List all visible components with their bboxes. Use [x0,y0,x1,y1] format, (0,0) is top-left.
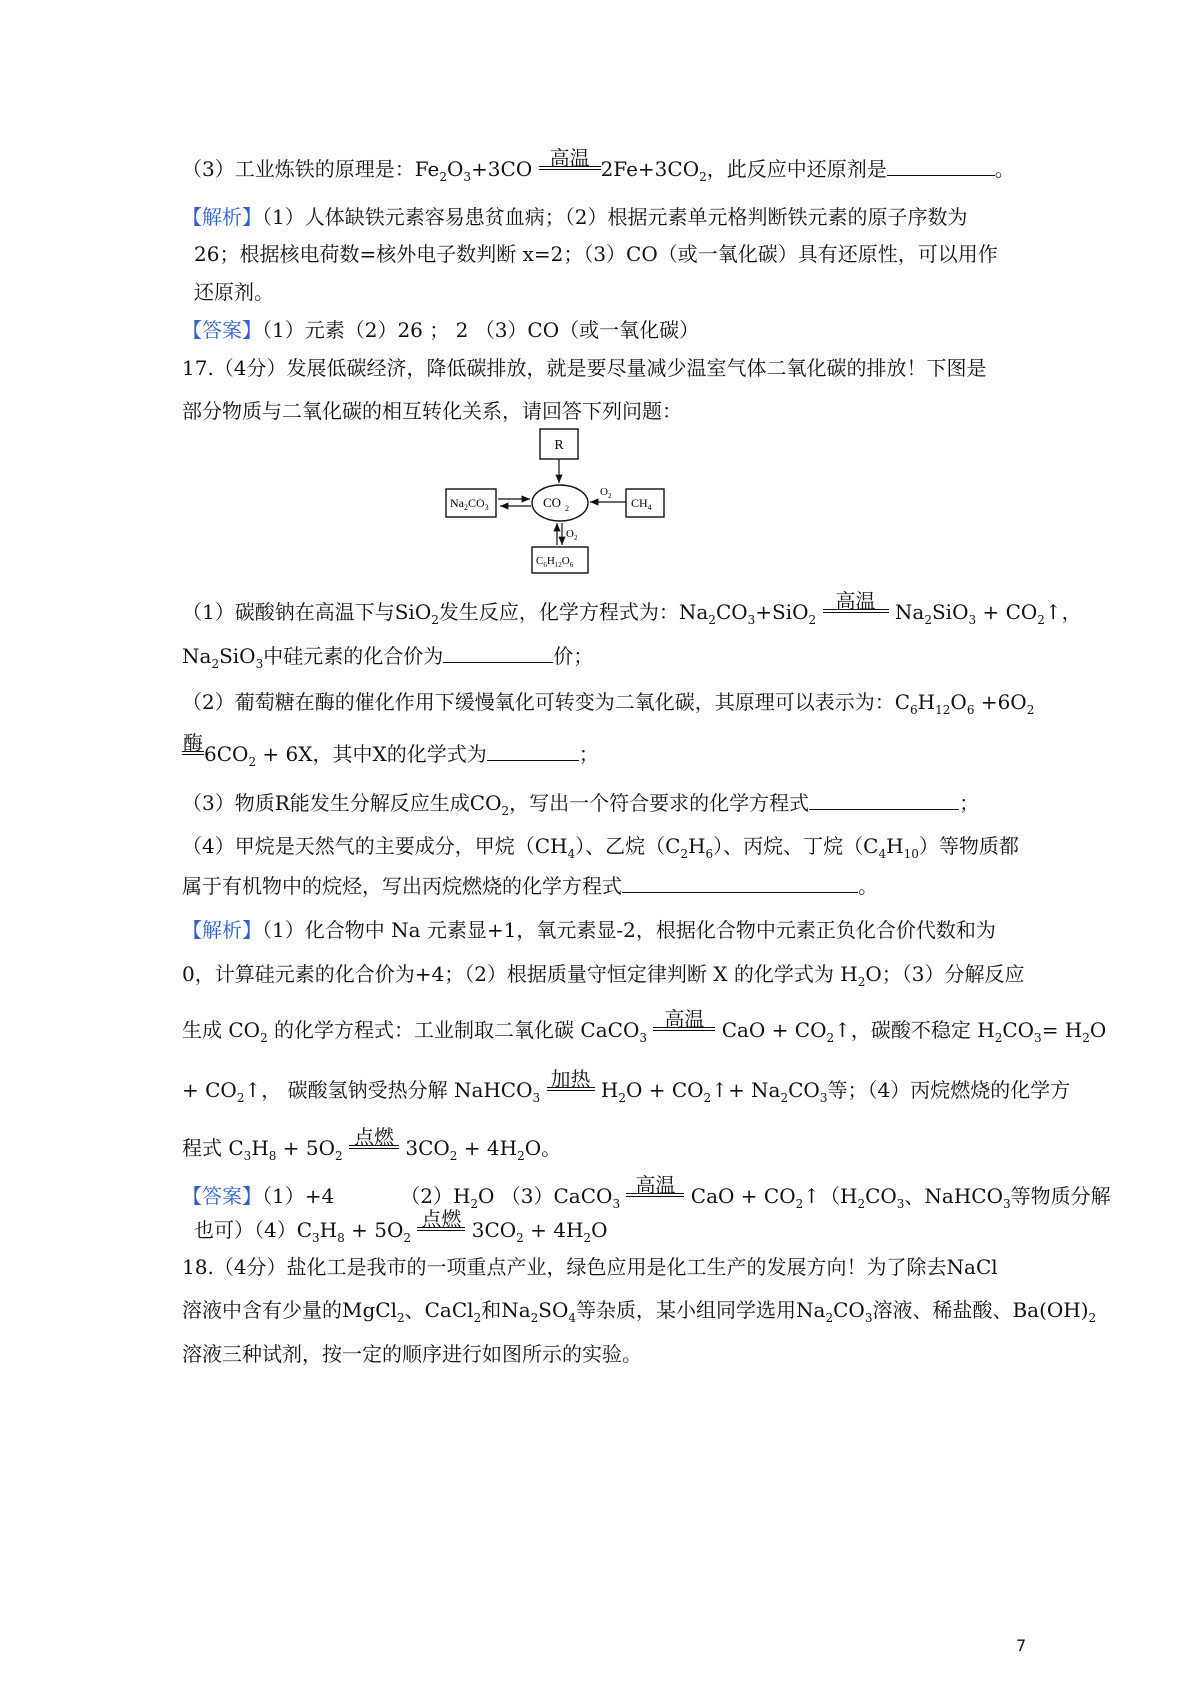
answer-tag: 【答案】 [182,1184,262,1208]
answer-blank[interactable] [443,642,553,663]
text: ）、乙烷（C [575,834,681,858]
text: 0，计算硅元素的化合价为+4；（2）根据质量守恒定律判断 X 的化学式为 H [182,962,858,986]
text: Na [888,600,925,624]
text: O [1089,1018,1107,1042]
text: O；（3）分解反应 [865,962,1025,986]
r-label: R [554,438,564,453]
text: O [446,157,464,181]
text: 溶液、稀盐酸、Ba(OH) [872,1298,1089,1322]
reaction-condition [653,1007,715,1037]
text: Na [182,644,212,668]
text: CaO + CO [684,1184,796,1208]
q17-analysis-line5: 程式 $C_3H_8 + 5O_2$ 点燃 $3CO_2 + 4H_2O$。 [182,1125,562,1163]
text: CaO + CO [715,1018,827,1042]
text: H [886,834,904,858]
text: 等杂质，某小组同学选用Na [576,1298,826,1322]
reaction-condition [626,1173,684,1203]
text: 也可）（4）C [194,1218,313,1242]
text: 价； [553,644,594,668]
text: ； [959,791,980,815]
text: （1）元素（2）26 ； 2 （3）CO（或一氧化碳） [262,318,700,342]
q17-analysis-line1 [182,916,996,944]
text: SiO [931,600,969,624]
q17-answer-line1: 【答案】（1）+4 $(2)H_2O$ （3）CaCO$_3$ 高温 CaO + $CO_2↑(H_2CO_3$、NaHCO$_3$等物质分解 [182,1173,1111,1211]
text: 程式 C [182,1136,244,1160]
text: 、NaHCO [904,1184,1003,1208]
co2-conversion-diagram [440,425,680,580]
text: 。 [858,874,878,898]
q17-analysis-line4: + $CO_2↑$， 碳酸氢钠受热分解 NaHCO$_3$ 加热 $H_2O$ + $CO_2↑+ Na_2CO_3$等；（4）丙烷燃烧的化学方 [182,1067,1071,1105]
analysis-tag: 【解析】 [182,205,262,229]
text: 发生反应，化学方程式为：Na [438,600,709,624]
text: 属于有机物中的烷烃，写出丙烷燃烧的化学方程式 [182,874,622,898]
condition-text: 加热 [550,1067,591,1091]
text: + 4H [523,1218,584,1242]
text: O [950,690,967,714]
reaction-condition [547,1067,595,1097]
text: ↑， 碳酸氢钠受热分解 NaHCO [244,1078,533,1102]
text: （1）人体缺铁元素容易患贫血病；（2）根据元素单元格判断铁元素的原子序数为 [262,205,968,229]
page-number: 7 [1016,1636,1027,1655]
text: SO [538,1298,569,1322]
text: H [251,1136,269,1160]
text: O [591,1218,608,1242]
reaction-condition [417,1207,465,1237]
condition-text: 高温 [549,146,590,170]
text: 的化学方程式：工业制取二氧化碳 CaCO [267,1018,640,1042]
q18-stem-line3: 溶液三种试剂，按一定的顺序进行如图所示的实验。 [182,1342,642,1366]
text: SiO [219,644,256,668]
condition-text: 高温 [664,1007,705,1031]
condition-text: 高温 [635,1173,676,1197]
text: 3CO [465,1218,517,1242]
q17-analysis-line3: 生成 $CO_2$ 的化学方程式：工业制取二氧化碳 CaCO$_3$ 高温 CaO + $CO_2↑$，碳酸不稳定 $H_2CO_3= H_2O$ [182,1007,1107,1045]
condition-text: 点燃 [354,1125,394,1149]
text: CO [865,1184,897,1208]
q16-answer [182,316,699,344]
text: 6CO [204,742,249,766]
text: + 4H [457,1136,518,1160]
q17-analysis-line2: 0，计算硅元素的化合价为+4；（2）根据质量守恒定律判断 X 的化学式为 $H_2O$；（3）分解反应 [182,962,1025,989]
text: ； [578,742,599,766]
text: ↑， [1044,600,1082,624]
text: +3CO [471,157,533,181]
q17-answer-line2: 也可）$(4)C_3H_8 + 5O_2$ 点燃 $3CO_2 + 4H_2O$ [194,1207,608,1245]
q17-part2-line1: （2）葡萄糖在酶的催化作用下缓慢氧化可转变为二氧化碳，其原理可以表示为：$C_6H_{12}O_6 +6O_2$ [182,690,1035,717]
q17-part3: （3）物质R能发生分解反应生成$CO_2$，写出一个符合要求的化学方程式 ； [182,791,980,818]
answer-blank[interactable] [622,872,858,893]
text: 等；（4）丙烷燃烧的化学方 [827,1078,1071,1102]
text: （3）物质R能发生分解反应生成CO [182,791,502,815]
reaction-condition [539,146,601,176]
text: 中硅元素的化合价为 [263,644,444,668]
text: +6O [974,690,1027,714]
text: CO [1002,1018,1035,1042]
q16-analysis-line2: 26；根据核电荷数=核外电子数判断 x=2；（3）CO（或一氧化碳）具有还原性，可以用作 [194,242,998,266]
q17-part1-line1: （1）碳酸钠在高温下与SiO$_2$发生反应，化学方程式为：$Na_2CO_3+SiO_2$ 高温 $Na_2SiO_3$ + $CO_2↑$， [182,589,1082,627]
text: + CO [976,600,1038,624]
text: ）、丙烷、丁烷（C [713,834,879,858]
text: ，此反应中还原剂是 [706,157,887,181]
q17-part1-line2: $Na_2SiO_3$中硅元素的化合价为 价； [182,644,594,671]
text: 、CaCl [404,1298,474,1322]
text: + CO [182,1078,237,1102]
o2-bottom-label: $O_2$ [566,528,578,542]
reaction-condition [182,731,204,761]
text: + 6X，其中X的化学式为 [256,742,487,766]
q17-stem-line2: 部分物质与二氧化碳的相互转化关系，请回答下列问题： [182,399,682,423]
condition-text: 酶 [183,731,203,755]
q16-part3: （3）工业炼铁的原理是：$Fe_2O_3+3CO$ 高温 $2Fe+3CO_2$，此反应中还原剂是 。 [182,146,1015,184]
text: + 5O [276,1136,335,1160]
text: O + CO [625,1078,704,1102]
text: = H [1041,1018,1083,1042]
text: （1）+4 [262,1184,335,1208]
text: CO [833,1298,865,1322]
text: 3CO [399,1136,450,1160]
text: ）等物质都 [918,834,1019,858]
co2-subscript: 2 [565,504,569,513]
text: （1）碳酸钠在高温下与SiO [182,600,432,624]
q17-part4-line1: （4）甲烷是天然气的主要成分，甲烷$(CH_4)$、乙烷$(C_2H_6)$、丙烷、丁烷$(C_4H_{10})$等物质都 [182,834,1019,861]
text: 生成 CO [182,1018,261,1042]
q18-stem-line2: 溶液中含有少量的MgCl$_2$、CaCl$_2$和$Na_2SO_4$等杂质，某小组同学选用$Na_2CO_3$溶液、稀盐酸、$Ba(OH)_2$ [182,1298,1097,1325]
condition-text: 高温 [835,589,876,613]
text: （2）H [400,1184,471,1208]
text: ，写出一个符合要求的化学方程式 [509,791,810,815]
text: CO [788,1078,820,1102]
text: H [594,1078,619,1102]
q17-stem-line1: 17.（4分）发展低碳经济，降低碳排放，就是要尽量减少温室气体二氧化碳的排放！下图是 [182,356,987,380]
text: CO [715,600,748,624]
ch4-label: $CH_4$ [631,496,652,512]
q16-analysis-line1 [182,203,967,231]
text: H [688,834,706,858]
text: （3）工业炼铁的原理是：Fe [182,157,440,181]
na2co3-label: $Na_2CO_3$ [450,496,489,512]
text: +SiO [755,600,809,624]
o2-right-label: $O_2$ [600,486,612,500]
co2-label: CO [542,495,562,510]
text: 2Fe+3CO [600,157,700,181]
text: 溶液中含有少量的MgCl [182,1298,397,1322]
reaction-condition [823,589,889,619]
reaction-condition [349,1125,399,1155]
text: ↑（H [803,1184,858,1208]
answer-tag: 【答案】 [182,318,262,342]
q17-part4-line2 [182,872,878,900]
text: H [917,690,936,714]
answer-blank[interactable] [887,155,995,176]
condition-text: 点燃 [421,1207,462,1231]
answer-blank[interactable] [487,740,579,761]
text: 。 [994,157,1015,181]
text: （1）化合物中 Na 元素显+1，氧元素显-2，根据化合物中元素正负化合价代数和为 [262,918,996,942]
text: （2）葡萄糖在酶的催化作用下缓慢氧化可转变为二氧化碳，其原理可以表示为：C [182,690,911,714]
text: （4）甲烷是天然气的主要成分，甲烷（CH [182,834,568,858]
answer-blank[interactable] [809,789,959,810]
text: H [319,1218,338,1242]
text: 和Na [481,1298,531,1322]
text: ↑+ Na [711,1078,781,1102]
analysis-tag: 【解析】 [182,918,262,942]
text: O （3）CaCO [478,1184,613,1208]
q17-part2-line2: 酶 $6CO_2 + 6X$，其中X的化学式为 ； [183,731,599,769]
text: + 5O [344,1218,404,1242]
text: ↑，碳酸不稳定 H [834,1018,995,1042]
text: 等物质分解 [1010,1184,1111,1208]
glucose-label: $C_6H_{12}O_6$ [536,555,574,569]
q18-stem-line1: 18.（4分）盐化工是我市的一项重点产业，绿色应用是化工生产的发展方向！为了除去NaCl [182,1255,998,1279]
q16-analysis-line3: 还原剂。 [194,280,274,304]
text: O。 [524,1136,562,1160]
